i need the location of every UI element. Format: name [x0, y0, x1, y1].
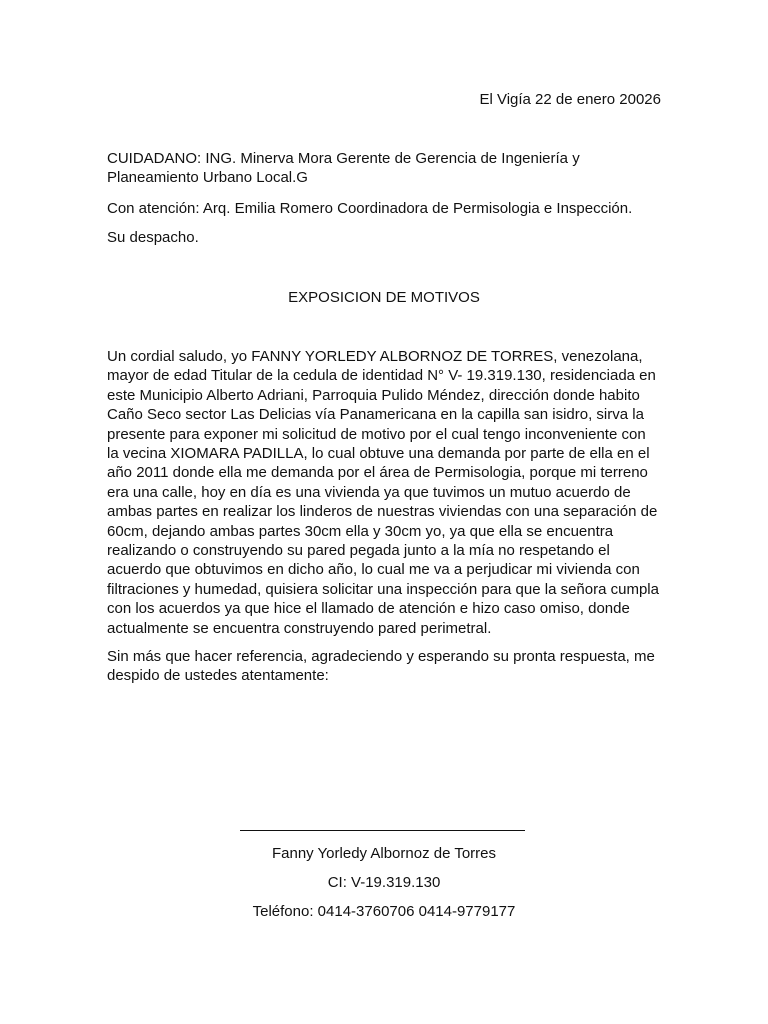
- body-line: Caño Seco sector Las Delicias vía Panamericana en la capilla san isidro, sirva la: [107, 406, 644, 424]
- recipient: [107, 149, 662, 188]
- body-line: ambas partes en realizar los linderos de nuestras viviendas con una separación de: [107, 503, 658, 521]
- body-line: presente para exponer mi solicitud de motivo por el cual tengo inconveniente con: [107, 425, 646, 443]
- attention-line: Con atención: Arq. Emilia Romero Coordinadora de Permisologia e Inspección.: [107, 200, 633, 217]
- body-line: Un cordial saludo, yo FANNY YORLEDY ALBORNOZ DE TORRES, venezolana,: [107, 348, 643, 365]
- recipient-line: Planeamiento Urbano Local.G: [107, 169, 308, 187]
- letter-heading: EXPOSICION DE MOTIVOS: [288, 289, 480, 306]
- body-line: mayor de edad Titular de la cedula de identidad N° V- 19.319.130, residenciada en: [107, 367, 656, 385]
- body-line: la vecina XIOMARA PADILLA, lo cual obtuve una demanda por parte de ella en el: [107, 445, 650, 463]
- body-line: filtraciones y humedad, quisiera solicitar una inspección para que la señora cumpla: [107, 580, 659, 598]
- closing-line: despido de ustedes atentamente:: [107, 667, 329, 685]
- body-line: era una calle, hoy en día es una vivienda ya que tuvimos un mutuo acuerdo de: [107, 483, 631, 501]
- body-line: actualmente se encuentra construyendo pared perimetral.: [107, 619, 492, 637]
- body-line: 60cm, dejando ambas partes 30cm ella y 30cm yo, ya que ella se encuentra: [107, 522, 614, 540]
- closing-paragraph: [107, 647, 662, 686]
- signature-phone: Teléfono: 0414-3760706 0414-9779177: [252, 903, 516, 920]
- signature-line: [240, 830, 525, 831]
- body-line: con los acuerdos ya que hice el llamado de atención e hizo caso omiso, donde: [107, 600, 630, 618]
- despacho-line: Su despacho.: [107, 229, 199, 246]
- body-line: acuerdo que obtuvimos en dicho año, lo cual me va a perjudicar mi vivienda con: [107, 561, 640, 579]
- letter-body: [107, 347, 662, 638]
- recipient-line: CUIDADANO: ING. Minerva Mora Gerente de Gerencia de Ingeniería y: [107, 150, 580, 167]
- body-line: este Municipio Alberto Adriani, Parroquia Pulido Méndez, dirección donde habito: [107, 386, 640, 404]
- place-date: El Vigía 22 de enero 20026: [479, 91, 661, 108]
- signature-name: Fanny Yorledy Albornoz de Torres: [271, 845, 497, 862]
- body-line: año 2011 donde ella me demanda por el área de Permisologia, porque mi terreno: [107, 464, 648, 482]
- body-line: realizando o construyendo su pared pegada junto a la mía no respetando el: [107, 542, 610, 560]
- signature-ci: CI: V-19.319.130: [327, 874, 441, 891]
- closing-line: Sin más que hacer referencia, agradeciendo y esperando su pronta respuesta, me: [107, 648, 655, 665]
